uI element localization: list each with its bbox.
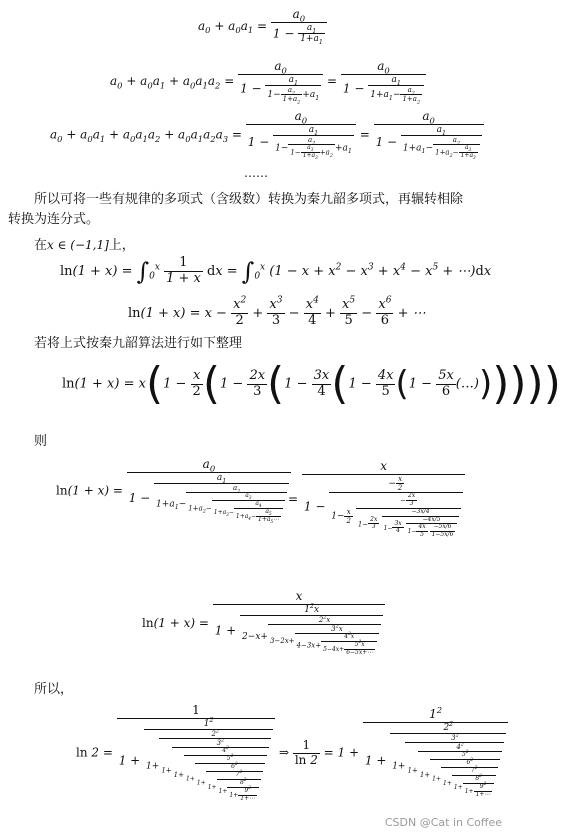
equation-2: $a_0 + a_0a_1 + a_0a_1a_2$ = $a_0$ 1 − $a_1$ 1− $\frac{a_2}{1+a_2}$ $+a_1$ = $a_0$ 1 − $a_1$ $1+a_1-$ $\frac{a_2}{1+a_2}$ — [110, 60, 426, 103]
interval-suffix: 上， — [108, 238, 135, 253]
ln-continued-fraction-general: ln(1 + x) = $a_0$ 1 − $a_1$ $1+a_1-$ $a_2$ $1+a_2-$ $a_3$ $1+a_3-$ $a_4$ $1+a_4-$ $\frac{a_5}{1+a_5\cdots}$ — [56, 458, 291, 524]
watermark: CSDN @Cat in Coffee — [384, 816, 502, 829]
ln-continued-fraction-x: = x 1 − − $\frac{x}{2}$ 1− $\frac{x}{2}$ − $\frac{2x}{3}$ 1− $\frac{2x}{3}$ −3x/4 1− $\frac{3x}{4}$ −4x/5 1− $\frac{4x}{5}$ $\frac{-5x/6}{1-5x/6}$ — [288, 460, 465, 539]
label-ze: 则 — [34, 434, 48, 449]
integral-equation: $\ln(1 + x) = \int_0^x$ $\frac{1}{1 + x}$ dx = $\int_0^x$ ($1 - x + x^2 - x^3 + x^4 - x^5$ + ⋯)dx — [60, 255, 492, 286]
paragraph-1-line-1: 所以可将一些有规律的多项式（含级数）转换为秦九韶多项式，再辗转相除 — [34, 192, 464, 207]
interval-math: x ∈ (−1,1] — [47, 238, 109, 252]
ln-continued-fraction-squares: ln(1 + x) = x 1 + $1^2x$ 2−x+ $2^2x$ 3−2x+ $3^2x$ 4−3x+ $4^2x$ 5−4x+ $\frac{5^2x}{6-5x+\cdots}$ — [142, 590, 385, 657]
paragraph-2: 若将上式按秦九韶算法进行如下整理 — [34, 336, 243, 351]
horner-equation: ln(1 + x) = x(1 − $\frac{x}{2}$ (1 − $\frac{2x}{3}$ (1 − $\frac{3x}{4}$ (1 − $\frac{4x}{5}$ (1 − $\frac{5x}{6}$ (…)))))) — [62, 358, 561, 409]
equation-3: $a_0 + a_0a_1 + a_0a_1a_2 + a_0a_1a_2a_3$ = $a_0$ 1 − $a_1$ 1− $a_2$ 1− $\frac{a_3}{1+a_3}$ $+a_2$ $+a_1$ = $a_0$ 1 − $a_1$ $1+a_1-$ $a_2$ $1+a_2-$ $\frac{a_3}{1+a_3}$ — [50, 110, 484, 160]
ellipsis: …… — [244, 166, 268, 180]
label-suoyi: 所以， — [34, 682, 74, 697]
paragraph-1-line-2: 转换为连分式。 — [8, 212, 100, 227]
equation-1: $a_0 + a_0a_1$ = $a_0$ 1 − $\frac{a_1}{1+a_1}$ — [198, 8, 327, 44]
ln2-continued-fraction: ln 2 = 1 1 + $1^2$ 1+ $2^2$ 1+ $3^2$ 1+ $4^2$ 1+ $5^2$ 1+ $6^2$ 1+ $7^2$ 1+ $8^2$ 1+ $\frac{9^2}{1+\cdots}$ ⇒ $\frac{1}{\ln 2}$ = 1 + $1^2$ 1 + $2^2$ 1+ $3^2$ 1+ $4^2$ 1+ $5^2$ 1+ $6^2$ 1+ $7^2$ 1+ $8^2$ 1+ $\frac{9^2}{1+\cdots}$ — [76, 704, 508, 802]
interval-line — [34, 236, 135, 255]
series-equation: ln(1 + x) = x − $\frac{x^2}{2}$ + $\frac{x^3}{3}$ − $\frac{x^4}{4}$ + $\frac{x^5}{5}$ − $\frac{x^6}{6}$ + ⋯ — [128, 295, 426, 328]
interval-prefix: 在 — [34, 238, 48, 253]
